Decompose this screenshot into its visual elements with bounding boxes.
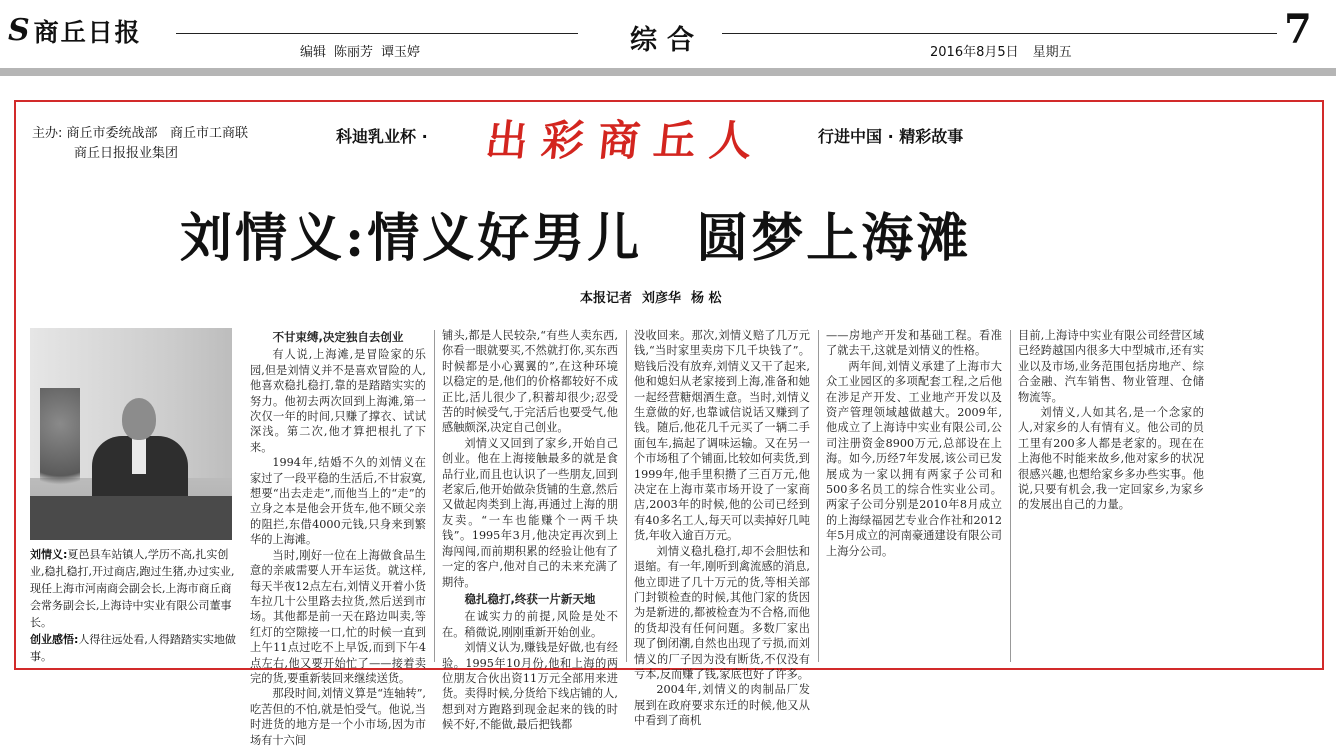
column-divider [626,330,627,662]
logo-mark: S [8,13,30,48]
dateline [930,41,1086,60]
newspaper-name: 商丘日报 [33,18,142,47]
headline-part-1: 刘情义:情义好男儿 [180,208,643,269]
editors-line [300,41,428,60]
paragraph: 刘情义,人如其名,是一个念家的人,对家乡的人有情有义。他公司的员工里有200多人都是老家的。现在在上海他不时能来故乡,他对家乡的状况很感兴趣,也想给家乡多办些实事。他说,只要有机会,我一定回家乡,为家乡的发展出自己的力量。 [1018,406,1204,512]
body-column-1 [250,328,426,747]
paragraph: 那段时间,刘情义算是“连轴转”,吃苦但的不怕,就是怕受气。他说,当时进货的地方是一个小市场,因为市场有十六间 [250,687,426,747]
motto-text: 人得往远处看,人得踏踏实实地做事。 [30,633,236,663]
column-divider [434,330,435,662]
paragraph: 1994年,结婚不久的刘情义在家过了一段平稳的生活后,不甘寂寞,想要“出去走走”,而他当上的“走”的立身之本是他会开货车,他不顾父亲的阻拦,东借4000元钱,只身来到繁华的上海滩。 [250,456,426,547]
newspaper-logo [8,14,178,48]
editors-label: 编辑 [300,45,327,60]
byline [580,287,732,306]
author-2: 杨 松 [691,291,722,306]
paragraph: 2004年,刘情义的肉制品厂发展到在政府要求东迁的时候,他又从中看到了商机 [634,683,810,728]
paragraph: 没收回来。那次,刘情义赔了几万元钱,“当时家里卖房下几千块钱了”。赔钱后没有放弃,刘情义又干了起来,他和媳妇从老家接到上海,准备和她一起经营糖烟酒生意。当时,刘情义生意做的好,也靠诚信说话又赚到了钱。随后,他花几千元买了一辆二手面包车,搞起了调味运输。又在另一个市场租了个铺面,比较如何卖货,到1999年,他手里积攒了三百万元,他决定在上海市菜市场开设了一家商店,2003年的时候,他的公司已经到有40多名工人,每天可以卖掉好几吨货,年收入逾百万元。 [634,329,810,543]
editor-2: 谭玉婷 [381,45,421,60]
masthead-rule-left [176,33,578,34]
paragraph: ——房地产开发和基础工程。看准了就去干,这就是刘情义的性格。 [826,329,1002,358]
paragraph: 当时,刚好一位在上海做食品生意的亲戚需要人开车运货。就这样,每天半夜12点左右,刘情义开着小货车拉几十公里路去拉货,然后送到市场。其他都是前一天在路边叫卖,等红灯的空隙接一口,忙的时候一直到上午11点过吃不上早饭,而到下午4点左右,他又要开始忙了——接着卖完的货,要重新装回来继续送货。 [250,548,426,685]
caption-label: 刘情义: [30,548,68,561]
paragraph: 两年间,刘情义承建了上海市大众工业园区的多项配套工程,之后他在涉足产开发、工业地产开发以及资产管理领域越做越大。2009年,他成立了上海诗中实业有限公司,公司注册资金8900万元,总部设在上海。如今,历经7年发展,该公司已发展成为一家以拥有两家子公司和500多名员工的综合性实业公司。两家子公司分别是2010年8月成立的上海绿福园艺专业合作社和2012年5月成立的河南豪通建设有限公司上海分公司。 [826,359,1002,558]
masthead [0,0,1336,68]
paragraph: 刘情义认为,赚钱是好做,也有经验。1995年10月份,他和上海的两位朋友合伙出资11万元全部用来进货。卖得时候,分货给下线店铺的人,想到对方跑路到现金起来的钱的时候不好,不能做,最后把钱都 [442,641,618,732]
section-title: 综合 [630,25,704,56]
paragraph: 刘情义又回到了家乡,开始自己创业。他在上海接触最多的就是食品行业,而且也认识了一些朋友,回到老家后,他开始做杂货铺的生意,然后又做起肉类到上海,再通过上海的朋友卖。“一车也能赚个一两千块钱”。1995年3月,他决定再次到上海闯闯,而前期积累的经验让他有了一定的客户,他对自己的未来充满了期待。 [442,436,618,589]
photo-caption [30,546,236,665]
paragraph: 目前,上海诗中实业有限公司经营区域已经跨越国内很多大中型城市,还有实业以及市场,业务范围包括房地产、综合金融、汽车销售、物业管理、仓储物流等。 [1018,329,1204,404]
column-divider [1010,330,1011,662]
paragraph: 铺头,都是人民较杂,“有些人卖东西,你看一眼就要买,不然就打你,买东西时候都是小心翼翼的”,在这种环境以稳定的是,他们的价格都较好不成正比,活儿很少了,积蓄却很少;忍受苦的时候受气,于完活后也要受气,他感触颇深,决定自己创业。 [442,329,618,435]
body-column-3 [634,328,810,728]
body-column-5 [1018,328,1204,664]
editor-1: 陈丽芳 [334,45,374,60]
series-label: 行进中国 · 精彩故事 [818,127,964,146]
subhead-2: 稳扎稳打,终获一片新天地 [464,591,596,606]
article-headline [180,196,1180,271]
masthead-band [0,68,1336,76]
subhead-1: 不甘束缚,决定独自去创业 [272,330,404,344]
caption-text: 夏邑县车站镇人,学历不高,扎实创业,稳扎稳打,开过商店,跑过生猪,办过实业,现任上海市河南商会副会长,上海市商丘商会常务副会长,上海诗中实业有限公司董事长。 [30,548,235,629]
paragraph: 有人说,上海滩,是冒险家的乐园,但是刘情义并不是喜欢冒险的人,他喜欢稳扎稳打,靠的是踏踏实实的努力。他初去两次回到上海滩,第一次仅一年的时间,只赚了撑衣、试试深浅。第二次,他才算把根扎了下来。 [250,348,426,454]
column-divider [818,330,819,662]
paragraph: 刘情义稳扎稳打,却不会胆怯和退缩。有一年,刚听到禽流感的消息,他立即进了几十万元的货,等相关部门封锁检查的时候,其他门家的货因为是新进的,都被检查为不合格,而他的货却没有任何问题。多数厂家出现了倒闭潮,自然也出现了亏损,而刘情义的厂子因为没有断货,不仅没有亏本,反而赚了钱,家底也好了许多。 [634,544,810,681]
byline-label: 本报记者 [580,291,633,306]
paragraph: 在诚实力的前提,风险是处不在。稍微说,刚刚重新开始创业。 [442,610,618,639]
issue-date: 2016年8月5日 [930,45,1019,60]
body-column-4 [826,328,1002,664]
sponsor-1: 商丘市委统战部 [66,126,158,141]
motto-label: 创业感悟: [30,633,79,646]
sponsor-2: 商丘市工商联 [169,126,248,141]
issue-weekday: 星期五 [1032,45,1072,60]
sponsors-label: 主办: [32,126,63,141]
page-number: 7 [1284,6,1312,53]
body-column-2 [442,328,618,732]
sponsor-3: 商丘日报报业集团 [74,146,179,161]
masthead-rule-right [722,33,1277,34]
column-brand: 出彩商丘人 [483,116,769,165]
author-1: 刘彦华 [642,291,682,306]
cup-label: 科迪乳业杯 · [336,127,428,146]
headline-part-2: 圆梦上海滩 [696,208,972,269]
sponsors-block [32,124,248,164]
portrait-photo [30,328,232,540]
